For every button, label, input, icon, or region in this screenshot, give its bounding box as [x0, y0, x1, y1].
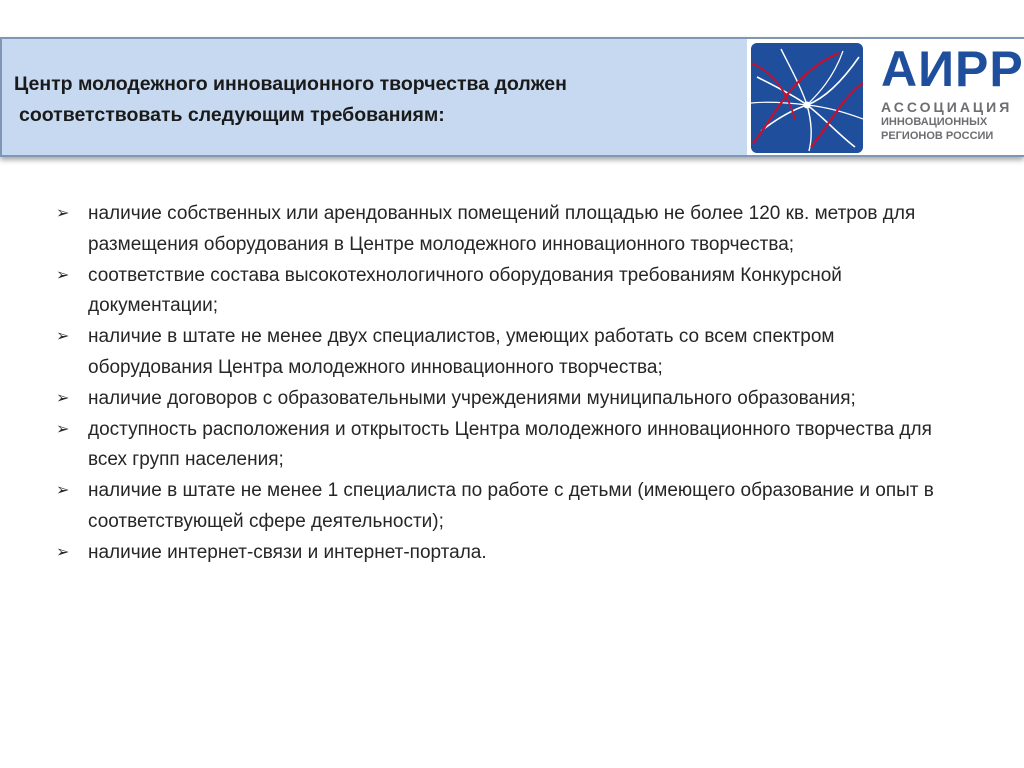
arrowhead-bullet-icon: ➢ — [56, 420, 70, 438]
logo-subtitle — [881, 99, 1024, 143]
header-band — [0, 37, 1024, 157]
list-item — [56, 322, 956, 384]
list-item-text: наличие в штате не менее двух специалистов, умеющих работать со всем спектром оборудования Центра молодежного инновационного творчества; — [88, 326, 835, 378]
arrowhead-bullet-icon: ➢ — [56, 266, 70, 284]
list-item — [56, 261, 956, 323]
page-title — [14, 69, 744, 131]
list-item-text: наличие интернет-связи и интернет-портала. — [88, 541, 487, 563]
list-item-text: наличие собственных или арендованных помещений площадью не более 120 кв. метров для размещения оборудования в Центре молодежного инновационного творчества; — [88, 203, 916, 255]
list-item-text: соответствие состава высокотехнологичного оборудования требованиям Конкурсной документации; — [88, 264, 842, 317]
logo-subtitle-line-3: РЕГИОНОВ РОССИИ — [881, 130, 994, 142]
list-item — [56, 384, 956, 415]
list-item — [56, 415, 956, 477]
list-item — [56, 538, 956, 569]
logo-name: АИРР — [881, 41, 1024, 97]
arrowhead-bullet-icon: ➢ — [56, 543, 70, 561]
list-item — [56, 199, 956, 261]
list-item-text: наличие договоров с образовательными учреждениями муниципального образования; — [88, 387, 856, 409]
list-item — [56, 476, 956, 538]
arrowhead-bullet-icon: ➢ — [56, 389, 70, 407]
logo-subtitle-line-2: ИННОВАЦИОННЫХ — [881, 116, 988, 128]
list-item-text: доступность расположения и открытость Центра молодежного инновационного творчества для всех групп населения; — [88, 418, 932, 471]
arrowhead-bullet-icon: ➢ — [56, 482, 70, 500]
page-title-line-1: Центр молодежного инновационного творчества должен — [14, 73, 567, 95]
arrowhead-bullet-icon: ➢ — [56, 205, 70, 222]
airr-emblem-icon — [751, 43, 863, 153]
logo-subtitle-line-1: АССОЦИАЦИЯ — [881, 99, 1013, 115]
airr-logo — [747, 39, 1024, 155]
page-title-line-2: соответствовать следующим требованиям: — [19, 104, 445, 126]
arrowhead-bullet-icon: ➢ — [56, 328, 70, 346]
list-item-text: наличие в штате не менее 1 специалиста по работе с детьми (имеющего образование и опыт в соответствующей сфере деятельности); — [88, 480, 934, 532]
requirements-list — [56, 199, 956, 569]
